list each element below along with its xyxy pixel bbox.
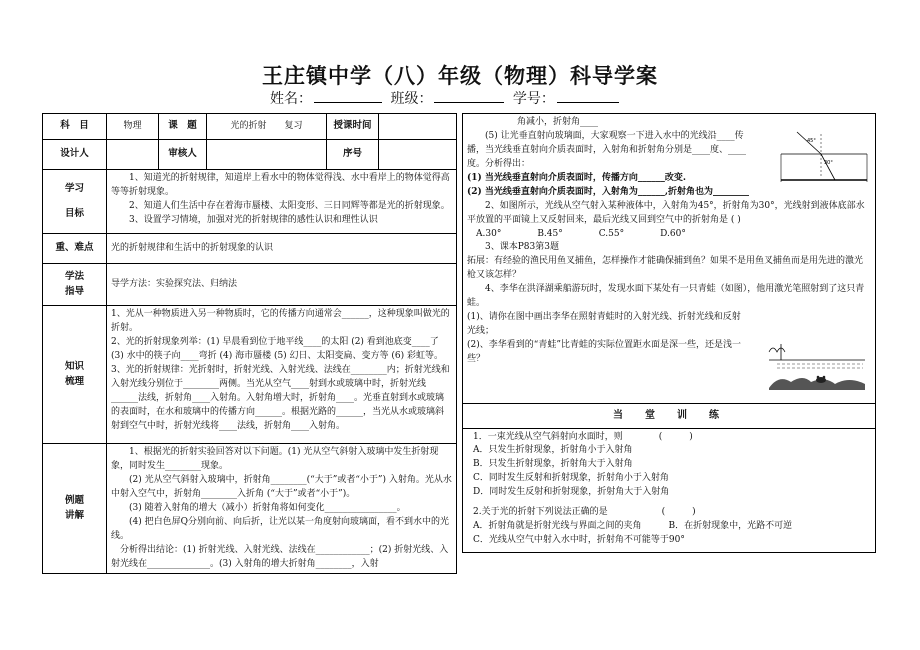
example-item: 分析得出结论：(1) 折射光线、入射光线、法线在____________；(2) 折射光线、入射光线在______________。(3) 入射角的增大折射角________，入射	[111, 544, 449, 569]
practice-option[interactable]: A．只发生折射现象，折射角小于入射角	[473, 445, 633, 456]
frog-figure	[767, 342, 867, 392]
right-conclusion: (2) 当光线垂直射向介质表面时，入射角为______,折射角也为________	[467, 186, 750, 197]
goals-text	[107, 170, 457, 234]
key-text: 光的折射规律和生活中的折射现象的认识	[107, 234, 457, 264]
topic-label: 课 题	[159, 114, 207, 140]
right-text: (2)、李华看到的“青蛙”比青蛙的实际位置距水面是深一些，还是浅一些？	[467, 340, 741, 364]
right-text: 角减小，折射角____	[517, 117, 599, 127]
refraction-figure	[777, 130, 869, 186]
practice-option[interactable]: B．只发生折射现象，折射角大于入射角	[473, 459, 633, 470]
example-item: (2) 光从空气斜射入玻璃中，折射角________(“大于”或者“小于”) 入射角。光从水中射入空气中，折射角________入折角 (“大于”或者“小于”)。	[111, 474, 452, 499]
knowledge-label: 知识 梳理	[43, 306, 107, 444]
name-blank[interactable]	[314, 102, 382, 103]
example-item: 1、根据光的折射实验回答对以下问题。(1) 光从空气斜射入玻璃中发生折射现象，同时发生________现象。	[111, 447, 439, 471]
class-blank[interactable]	[434, 102, 504, 103]
practice-option[interactable]: A．折射角就是折射光线与界面之间的夹角 B．在折射现象中，光路不可逆	[473, 521, 793, 532]
goal-item: 3、设置学习情境，加强对光的折射规律的感性认识和理性认识	[129, 214, 378, 225]
student-info-line	[270, 88, 623, 108]
subject-value: 物理	[107, 114, 159, 140]
example-item: (4) 把白色屏Q分别向前、向后折，让光以某一角度射向玻璃面，看不到水中的光线。	[111, 516, 449, 541]
subject-label: 科 目	[43, 114, 107, 140]
practice-option[interactable]: C．光线从空气中射入水中时，折射角不可能等于90°	[473, 535, 685, 546]
reviewer-label: 审核人	[159, 140, 207, 170]
practice-title: 当 堂 训 练	[463, 404, 876, 429]
example-text	[107, 444, 457, 574]
knowledge-text	[107, 306, 457, 444]
seq-label: 序号	[327, 140, 379, 170]
key-label: 重、难点	[43, 234, 107, 264]
practice-option[interactable]: C．同时发生反射和折射现象，折射角小于入射角	[473, 473, 669, 484]
practice-option[interactable]: D．同时发生反射和折射现象，折射角大于入射角	[473, 487, 670, 498]
knowledge-item: 2、光的折射现象列举：(1) 早晨看到位于地平线____的太阳 (2) 看到池底变____了 (3) 水中的筷子向____弯折 (4) 海市蜃楼 (5) 幻日、太阳变扁、变方等 (6) 彩虹等。	[111, 336, 444, 361]
left-table	[42, 113, 457, 574]
right-text: (1)、请你在图中画出李华在照射青蛙时的入射光线、折射光线和反射光线；	[467, 312, 741, 337]
method-label: 学法 指导	[43, 264, 107, 306]
reviewer-value[interactable]	[207, 140, 327, 170]
practice-cell	[463, 428, 876, 552]
right-text: 拓展：有经验的渔民用鱼叉捕鱼，怎样操作才能确保捕到鱼？如果不是用鱼叉捕鱼而是用先进的激光枪又该怎样？	[467, 256, 864, 281]
knowledge-item: 1、光从一种物质进入另一种物质时，它的传播方向通常会______，这种现象叫做光的折射。	[111, 309, 450, 333]
right-text: 4、李华在洪泽湖乘船游玩时，发现水面下某处有一只青蛙（如图），他用激光笔照射到了这只青蛙。	[467, 284, 865, 309]
angle-30-label: 30°	[824, 160, 833, 166]
example-label: 例题 讲解	[43, 444, 107, 574]
designer-value[interactable]	[107, 140, 159, 170]
page-title: 王庄镇中学（八）年级（物理）科导学案	[262, 64, 658, 88]
right-top-cell	[463, 114, 876, 404]
example-item: (3) 随着入射角的增大（减小）折射角将如何变化________________。	[129, 502, 406, 513]
knowledge-item: 3、光的折射规律：光折射时，折射光线、入射光线、法线在________内；折射光线和入射光线分别位于________两侧。当光从空气____射到水或玻璃中时，折射光线______法线，折射角____入射角。入射角增大时，折射角____。光垂直射到水或玻璃的表面时，在水和玻璃中的传播方向______。根据光路的______，当光从水或玻璃斜射到空气中时，折射光线将____法线，折射角____入射角。	[111, 364, 450, 431]
designer-label: 设计人	[43, 140, 107, 170]
right-text: 3、课本P83第3题	[485, 242, 559, 253]
time-label: 授课时间	[327, 114, 379, 140]
goals-label: 学习 目标	[43, 170, 107, 234]
practice-question: 1．一束光线从空气斜射向水面时，则 ( )	[473, 431, 693, 442]
right-table	[462, 113, 876, 553]
goal-item: 1、知道光的折射规律，知道岸上看水中的物体觉得浅、水中看岸上的物体觉得高等等折射现象。	[111, 173, 450, 197]
practice-question: 2.关于光的折射下列说法正确的是 ( )	[473, 507, 696, 518]
name-label: 姓名：	[270, 91, 312, 107]
seq-value[interactable]	[379, 140, 457, 170]
method-text: 导学方法：实验探究法、归纳法	[107, 264, 457, 306]
id-blank[interactable]	[557, 102, 619, 103]
topic-value: 光的折射 复习	[207, 114, 327, 140]
id-label: 学号：	[512, 91, 555, 107]
angle-45-label: 45°	[807, 138, 816, 144]
right-text: (5) 让光垂直射向玻璃面，大家观察一下进入水中的光线沿____传播，当光线垂直射向介质表面时，入射角和折射角分别是____度、____度。分析得出：	[467, 130, 747, 169]
goal-item: 2、知道人们生活中存在着海市蜃楼、太阳变形、三日同辉等都是光的折射现象。	[129, 200, 450, 211]
right-conclusion: (1) 当光线垂直射向介质表面时，传播方向______改变.	[467, 172, 687, 183]
right-text: 2、如图所示，光线从空气射入某种液体中，入射角为45°，折射角为30°，光线射到液体底部水平放置的平面镜上又反射回来，最后光线又回到空气中的折射角是 ( )	[467, 200, 865, 225]
class-label: 班级：	[390, 91, 433, 107]
time-value[interactable]	[379, 114, 457, 140]
right-options: A.30° B.45° C.55° D.60°	[476, 228, 686, 239]
